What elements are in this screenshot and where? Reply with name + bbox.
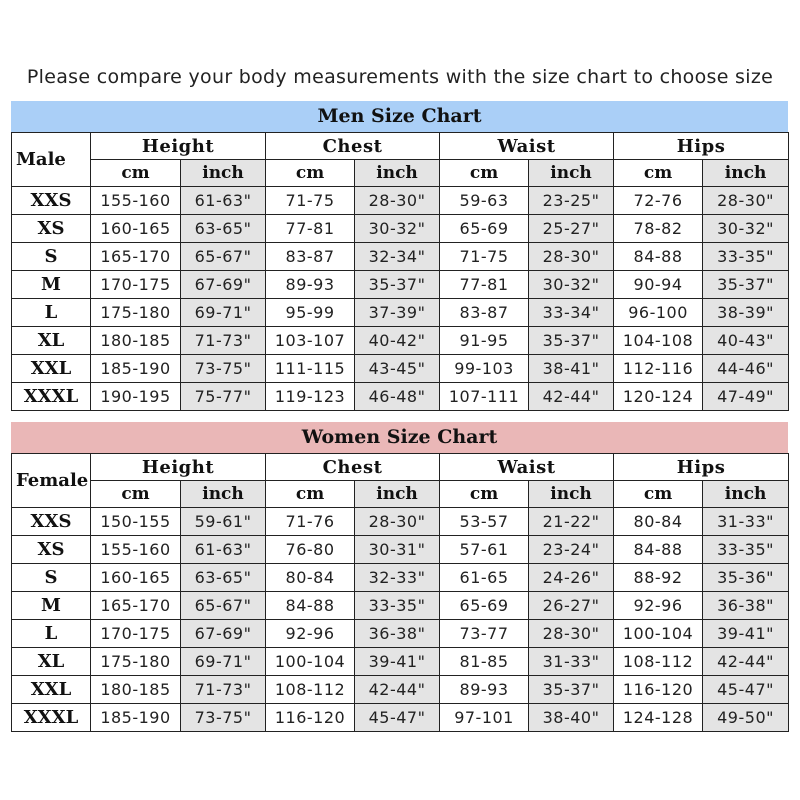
hips-cm-header: cm xyxy=(614,160,703,187)
size-label: M xyxy=(12,271,91,299)
chest-cm-header: cm xyxy=(266,481,355,508)
group-header-row xyxy=(12,454,789,481)
hips-inch-cell: 30-32" xyxy=(703,215,789,243)
table-row xyxy=(12,536,789,564)
waist-cm-cell: 53-57 xyxy=(440,508,529,536)
chest-inch-cell: 28-30" xyxy=(355,508,440,536)
size-label: S xyxy=(12,564,91,592)
women-size-table xyxy=(11,453,789,732)
height-inch-cell: 61-63" xyxy=(181,536,266,564)
chest-cm-cell: 71-75 xyxy=(266,187,355,215)
hips-cm-cell: 84-88 xyxy=(614,536,703,564)
waist-cm-cell: 73-77 xyxy=(440,620,529,648)
waist-inch-cell: 35-37" xyxy=(529,327,614,355)
height-inch-cell: 71-73" xyxy=(181,327,266,355)
hips-inch-cell: 47-49" xyxy=(703,383,789,411)
chest-cm-cell: 100-104 xyxy=(266,648,355,676)
chest-inch-cell: 32-33" xyxy=(355,564,440,592)
size-label: XXL xyxy=(12,676,91,704)
height-cm-cell: 175-180 xyxy=(91,648,181,676)
table-row xyxy=(12,620,789,648)
hips-header: Hips xyxy=(614,133,789,160)
table-row xyxy=(12,704,789,732)
hips-inch-cell: 40-43" xyxy=(703,327,789,355)
chest-cm-cell: 83-87 xyxy=(266,243,355,271)
height-inch-header: inch xyxy=(181,160,266,187)
waist-inch-cell: 31-33" xyxy=(529,648,614,676)
hips-inch-cell: 31-33" xyxy=(703,508,789,536)
height-inch-cell: 71-73" xyxy=(181,676,266,704)
height-cm-cell: 170-175 xyxy=(91,271,181,299)
size-label: L xyxy=(12,620,91,648)
waist-inch-cell: 38-40" xyxy=(529,704,614,732)
waist-inch-cell: 25-27" xyxy=(529,215,614,243)
table-row xyxy=(12,355,789,383)
height-inch-cell: 65-67" xyxy=(181,592,266,620)
height-cm-cell: 180-185 xyxy=(91,676,181,704)
height-cm-cell: 150-155 xyxy=(91,508,181,536)
chest-cm-cell: 103-107 xyxy=(266,327,355,355)
waist-cm-cell: 81-85 xyxy=(440,648,529,676)
men-chart-title: Men Size Chart xyxy=(11,101,788,132)
hips-cm-cell: 124-128 xyxy=(614,704,703,732)
chest-header: Chest xyxy=(266,133,440,160)
hips-cm-cell: 84-88 xyxy=(614,243,703,271)
waist-cm-cell: 61-65 xyxy=(440,564,529,592)
chest-inch-cell: 39-41" xyxy=(355,648,440,676)
size-label: XXXL xyxy=(12,383,91,411)
height-inch-header: inch xyxy=(181,481,266,508)
chest-cm-cell: 119-123 xyxy=(266,383,355,411)
height-cm-cell: 160-165 xyxy=(91,215,181,243)
chest-inch-cell: 32-34" xyxy=(355,243,440,271)
hips-cm-cell: 78-82 xyxy=(614,215,703,243)
chest-inch-cell: 33-35" xyxy=(355,592,440,620)
waist-cm-cell: 107-111 xyxy=(440,383,529,411)
chest-cm-header: cm xyxy=(266,160,355,187)
hips-inch-cell: 39-41" xyxy=(703,620,789,648)
waist-cm-cell: 89-93 xyxy=(440,676,529,704)
waist-cm-header: cm xyxy=(440,160,529,187)
hips-inch-cell: 33-35" xyxy=(703,243,789,271)
waist-cm-cell: 97-101 xyxy=(440,704,529,732)
waist-cm-cell: 99-103 xyxy=(440,355,529,383)
waist-inch-cell: 24-26" xyxy=(529,564,614,592)
men-size-table xyxy=(11,132,789,411)
chest-cm-cell: 108-112 xyxy=(266,676,355,704)
hips-cm-cell: 116-120 xyxy=(614,676,703,704)
waist-inch-cell: 28-30" xyxy=(529,243,614,271)
chest-cm-cell: 76-80 xyxy=(266,536,355,564)
hips-inch-cell: 45-47" xyxy=(703,676,789,704)
chest-cm-cell: 71-76 xyxy=(266,508,355,536)
table-row xyxy=(12,299,789,327)
hips-cm-cell: 90-94 xyxy=(614,271,703,299)
size-label: XXL xyxy=(12,355,91,383)
height-inch-cell: 73-75" xyxy=(181,355,266,383)
waist-cm-cell: 83-87 xyxy=(440,299,529,327)
height-inch-cell: 69-71" xyxy=(181,648,266,676)
height-inch-cell: 69-71" xyxy=(181,299,266,327)
waist-inch-cell: 42-44" xyxy=(529,383,614,411)
size-label: XXXL xyxy=(12,704,91,732)
waist-inch-header: inch xyxy=(529,481,614,508)
height-inch-cell: 67-69" xyxy=(181,620,266,648)
chest-inch-header: inch xyxy=(355,160,440,187)
chest-inch-cell: 43-45" xyxy=(355,355,440,383)
waist-cm-header: cm xyxy=(440,481,529,508)
table-row xyxy=(12,592,789,620)
chest-inch-cell: 46-48" xyxy=(355,383,440,411)
height-cm-cell: 165-170 xyxy=(91,243,181,271)
waist-inch-cell: 38-41" xyxy=(529,355,614,383)
men-corner-label: Male xyxy=(12,133,91,187)
height-cm-header: cm xyxy=(91,160,181,187)
chest-inch-cell: 40-42" xyxy=(355,327,440,355)
chest-inch-header: inch xyxy=(355,481,440,508)
height-cm-cell: 160-165 xyxy=(91,564,181,592)
waist-cm-cell: 57-61 xyxy=(440,536,529,564)
height-cm-cell: 190-195 xyxy=(91,383,181,411)
hips-cm-cell: 72-76 xyxy=(614,187,703,215)
height-inch-cell: 67-69" xyxy=(181,271,266,299)
waist-inch-cell: 35-37" xyxy=(529,676,614,704)
height-inch-cell: 59-61" xyxy=(181,508,266,536)
chest-cm-cell: 92-96 xyxy=(266,620,355,648)
waist-inch-cell: 28-30" xyxy=(529,620,614,648)
chest-inch-cell: 36-38" xyxy=(355,620,440,648)
waist-cm-cell: 59-63 xyxy=(440,187,529,215)
height-inch-cell: 65-67" xyxy=(181,243,266,271)
chest-inch-cell: 42-44" xyxy=(355,676,440,704)
hips-cm-cell: 88-92 xyxy=(614,564,703,592)
waist-inch-cell: 21-22" xyxy=(529,508,614,536)
waist-cm-cell: 71-75 xyxy=(440,243,529,271)
size-label: XXS xyxy=(12,187,91,215)
hips-cm-cell: 108-112 xyxy=(614,648,703,676)
table-row xyxy=(12,564,789,592)
table-row xyxy=(12,271,789,299)
waist-cm-cell: 77-81 xyxy=(440,271,529,299)
table-row xyxy=(12,383,789,411)
women-chart-title: Women Size Chart xyxy=(11,422,788,453)
height-cm-header: cm xyxy=(91,481,181,508)
hips-inch-cell: 42-44" xyxy=(703,648,789,676)
hips-inch-cell: 28-30" xyxy=(703,187,789,215)
women-corner-label: Female xyxy=(12,454,91,508)
chest-inch-cell: 45-47" xyxy=(355,704,440,732)
chest-cm-cell: 111-115 xyxy=(266,355,355,383)
waist-header: Waist xyxy=(440,133,614,160)
hips-inch-header: inch xyxy=(703,481,789,508)
waist-inch-cell: 30-32" xyxy=(529,271,614,299)
height-cm-cell: 170-175 xyxy=(91,620,181,648)
unit-header-row xyxy=(12,160,789,187)
hips-cm-cell: 112-116 xyxy=(614,355,703,383)
hips-cm-cell: 104-108 xyxy=(614,327,703,355)
hips-inch-cell: 44-46" xyxy=(703,355,789,383)
chest-inch-cell: 28-30" xyxy=(355,187,440,215)
height-cm-cell: 155-160 xyxy=(91,536,181,564)
waist-inch-cell: 23-25" xyxy=(529,187,614,215)
table-row xyxy=(12,327,789,355)
height-inch-cell: 63-65" xyxy=(181,564,266,592)
waist-inch-header: inch xyxy=(529,160,614,187)
waist-header: Waist xyxy=(440,454,614,481)
height-cm-cell: 155-160 xyxy=(91,187,181,215)
chest-cm-cell: 84-88 xyxy=(266,592,355,620)
hips-cm-cell: 96-100 xyxy=(614,299,703,327)
waist-inch-cell: 26-27" xyxy=(529,592,614,620)
chest-cm-cell: 89-93 xyxy=(266,271,355,299)
chest-header: Chest xyxy=(266,454,440,481)
size-label: XS xyxy=(12,215,91,243)
chest-inch-cell: 37-39" xyxy=(355,299,440,327)
height-cm-cell: 185-190 xyxy=(91,704,181,732)
table-row xyxy=(12,648,789,676)
chest-inch-cell: 35-37" xyxy=(355,271,440,299)
height-inch-cell: 75-77" xyxy=(181,383,266,411)
waist-cm-cell: 91-95 xyxy=(440,327,529,355)
waist-cm-cell: 65-69 xyxy=(440,215,529,243)
hips-inch-cell: 33-35" xyxy=(703,536,789,564)
hips-cm-header: cm xyxy=(614,481,703,508)
hips-inch-cell: 35-37" xyxy=(703,271,789,299)
height-cm-cell: 165-170 xyxy=(91,592,181,620)
waist-cm-cell: 65-69 xyxy=(440,592,529,620)
height-inch-cell: 61-63" xyxy=(181,187,266,215)
hips-cm-cell: 100-104 xyxy=(614,620,703,648)
hips-inch-cell: 38-39" xyxy=(703,299,789,327)
height-cm-cell: 185-190 xyxy=(91,355,181,383)
size-label: S xyxy=(12,243,91,271)
size-label: XL xyxy=(12,648,91,676)
waist-inch-cell: 33-34" xyxy=(529,299,614,327)
chest-inch-cell: 30-32" xyxy=(355,215,440,243)
height-header: Height xyxy=(91,454,266,481)
chest-cm-cell: 116-120 xyxy=(266,704,355,732)
hips-inch-cell: 36-38" xyxy=(703,592,789,620)
hips-inch-cell: 35-36" xyxy=(703,564,789,592)
height-cm-cell: 180-185 xyxy=(91,327,181,355)
chest-cm-cell: 77-81 xyxy=(266,215,355,243)
size-label: XXS xyxy=(12,508,91,536)
height-header: Height xyxy=(91,133,266,160)
hips-cm-cell: 92-96 xyxy=(614,592,703,620)
hips-inch-cell: 49-50" xyxy=(703,704,789,732)
size-label: M xyxy=(12,592,91,620)
height-inch-cell: 63-65" xyxy=(181,215,266,243)
chest-cm-cell: 80-84 xyxy=(266,564,355,592)
table-row xyxy=(12,243,789,271)
height-inch-cell: 73-75" xyxy=(181,704,266,732)
size-label: XS xyxy=(12,536,91,564)
chest-cm-cell: 95-99 xyxy=(266,299,355,327)
hips-cm-cell: 80-84 xyxy=(614,508,703,536)
hips-cm-cell: 120-124 xyxy=(614,383,703,411)
size-label: XL xyxy=(12,327,91,355)
group-header-row xyxy=(12,133,789,160)
hips-inch-header: inch xyxy=(703,160,789,187)
table-row xyxy=(12,508,789,536)
size-label: L xyxy=(12,299,91,327)
height-cm-cell: 175-180 xyxy=(91,299,181,327)
table-row xyxy=(12,215,789,243)
table-row xyxy=(12,676,789,704)
chest-inch-cell: 30-31" xyxy=(355,536,440,564)
hips-header: Hips xyxy=(614,454,789,481)
table-row xyxy=(12,187,789,215)
unit-header-row xyxy=(12,481,789,508)
intro-text: Please compare your body measurements with the size chart to choose size xyxy=(26,66,774,88)
waist-inch-cell: 23-24" xyxy=(529,536,614,564)
